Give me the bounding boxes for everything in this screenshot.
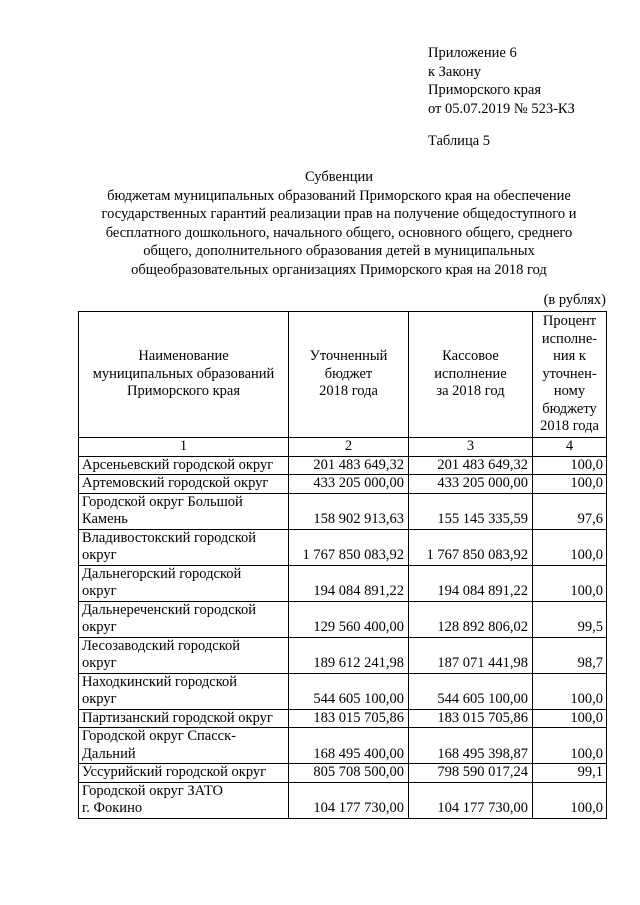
units-note: (в рублях) [543, 292, 606, 308]
municipality-name-line: округ [82, 583, 117, 599]
table-row [79, 764, 607, 783]
percent-value: 100,0 [533, 529, 607, 565]
municipality-name [79, 673, 289, 709]
municipality-name [79, 529, 289, 565]
actual-value: 798 590 017,24 [409, 764, 533, 783]
column-number: 1 [79, 438, 289, 457]
actual-value: 104 177 730,00 [409, 782, 533, 818]
table-row [79, 475, 607, 494]
appendix-line: Приложение 6 [428, 45, 517, 61]
percent-value: 100,0 [533, 456, 607, 475]
municipality-name [79, 493, 289, 529]
table-row [79, 673, 607, 709]
municipality-name-line: Дальний [82, 745, 136, 762]
table-body [79, 456, 607, 818]
column-numbers-row [79, 438, 607, 457]
budget-value: 158 902 913,63 [289, 493, 409, 529]
title-line: Субвенции [305, 169, 373, 185]
percent-value: 98,7 [533, 637, 607, 673]
table-label: Таблица 5 [428, 133, 491, 149]
actual-value: 1 767 850 083,92 [409, 529, 533, 565]
percent-value: 99,1 [533, 764, 607, 783]
header-percent: Процент исполне- ния к уточнен- ному бюджету 2018 года [533, 312, 607, 438]
actual-value: 201 483 649,32 [409, 456, 533, 475]
percent-value: 100,0 [533, 475, 607, 494]
municipality-name-line: г. Фокино [82, 800, 143, 816]
municipality-name-line: Артемовский городской округ [82, 475, 269, 491]
municipality-name [79, 782, 289, 818]
table-header-row [79, 312, 607, 438]
table-row [79, 565, 607, 601]
budget-value: 168 495 400,00 [289, 728, 409, 764]
budget-value: 433 205 000,00 [289, 475, 409, 494]
municipality-name [79, 764, 289, 783]
municipality-name-line: Камень [82, 511, 128, 527]
budget-value: 183 015 705,86 [289, 709, 409, 728]
table-row [79, 709, 607, 728]
municipality-name-line: округ [82, 547, 117, 563]
percent-value: 97,6 [533, 493, 607, 529]
municipality-name [79, 456, 289, 475]
actual-value: 155 145 335,59 [409, 493, 533, 529]
title-line: общеобразовательных организациях Приморского края на 2018 год [131, 261, 547, 278]
table-row [79, 529, 607, 565]
municipality-name-line: округ [82, 619, 117, 635]
table-row [79, 493, 607, 529]
percent-value: 100,0 [533, 673, 607, 709]
title-line: бюджетам муниципальных образований Приморского края на обеспечение [107, 187, 571, 204]
appendix-line: Приморского края [428, 82, 542, 98]
budget-value: 129 560 400,00 [289, 601, 409, 637]
actual-value: 187 071 441,98 [409, 637, 533, 673]
municipality-name-line: Уссурийский городской округ [82, 764, 267, 780]
municipality-name-line: Партизанский городской округ [82, 709, 273, 726]
budget-value: 201 483 649,32 [289, 456, 409, 475]
actual-value: 544 605 100,00 [409, 673, 533, 709]
column-number: 2 [289, 438, 409, 457]
percent-value: 100,0 [533, 782, 607, 818]
municipality-name-line: Арсеньевский городской округ [82, 456, 274, 473]
municipality-name-line: Городской округ Большой [82, 493, 243, 510]
municipality-name-line: Дальнегорский городской [82, 565, 242, 582]
actual-value: 183 015 705,86 [409, 709, 533, 728]
municipality-name [79, 728, 289, 764]
budget-value: 1 767 850 083,92 [289, 529, 409, 565]
table-row [79, 601, 607, 637]
header-municipality: Наименование муниципальных образований Приморского края [79, 312, 289, 438]
municipality-name-line: Находкинский городской [82, 673, 238, 690]
actual-value: 194 084 891,22 [409, 565, 533, 601]
municipality-name-line: округ [82, 691, 117, 707]
budget-value: 104 177 730,00 [289, 782, 409, 818]
header-budget: Уточненный бюджет 2018 года [289, 312, 409, 438]
municipality-name [79, 709, 289, 728]
column-number: 4 [533, 438, 607, 457]
municipality-name-line: Городской округ ЗАТО [82, 782, 223, 799]
municipality-name [79, 565, 289, 601]
municipality-name-line: Лесозаводский городской [82, 637, 241, 654]
title-line: общего, дополнительного образования детей в муниципальных [143, 243, 535, 259]
table-row [79, 728, 607, 764]
municipality-name [79, 475, 289, 494]
header-actual: Кассовое исполнение за 2018 год [409, 312, 533, 438]
budget-value: 189 612 241,98 [289, 637, 409, 673]
column-number: 3 [409, 438, 533, 457]
percent-value: 100,0 [533, 565, 607, 601]
subventions-table [78, 311, 607, 819]
percent-value: 100,0 [533, 728, 607, 764]
municipality-name-line: Дальнереченский городской [82, 601, 256, 618]
title-line: бесплатного дошкольного, начального общего, основного общего, среднего [105, 224, 573, 241]
municipality-name [79, 601, 289, 637]
budget-value: 805 708 500,00 [289, 764, 409, 783]
appendix-header [428, 44, 575, 118]
municipality-name-line: округ [82, 655, 117, 671]
percent-value: 99,5 [533, 601, 607, 637]
title-line: государственных гарантий реализации прав на получение общедоступного и [101, 206, 577, 222]
budget-value: 194 084 891,22 [289, 565, 409, 601]
municipality-name-line: Владивостокский городской [82, 529, 257, 546]
municipality-name-line: Городской округ Спасск- [82, 728, 236, 744]
table-row [79, 782, 607, 818]
table-row [79, 637, 607, 673]
percent-value: 100,0 [533, 709, 607, 728]
municipality-name [79, 637, 289, 673]
appendix-line: к Закону [428, 63, 481, 80]
actual-value: 433 205 000,00 [409, 475, 533, 494]
budget-value: 544 605 100,00 [289, 673, 409, 709]
document-title [74, 168, 604, 279]
actual-value: 128 892 806,02 [409, 601, 533, 637]
appendix-line: от 05.07.2019 № 523-КЗ [428, 100, 575, 117]
table-row [79, 456, 607, 475]
actual-value: 168 495 398,87 [409, 728, 533, 764]
